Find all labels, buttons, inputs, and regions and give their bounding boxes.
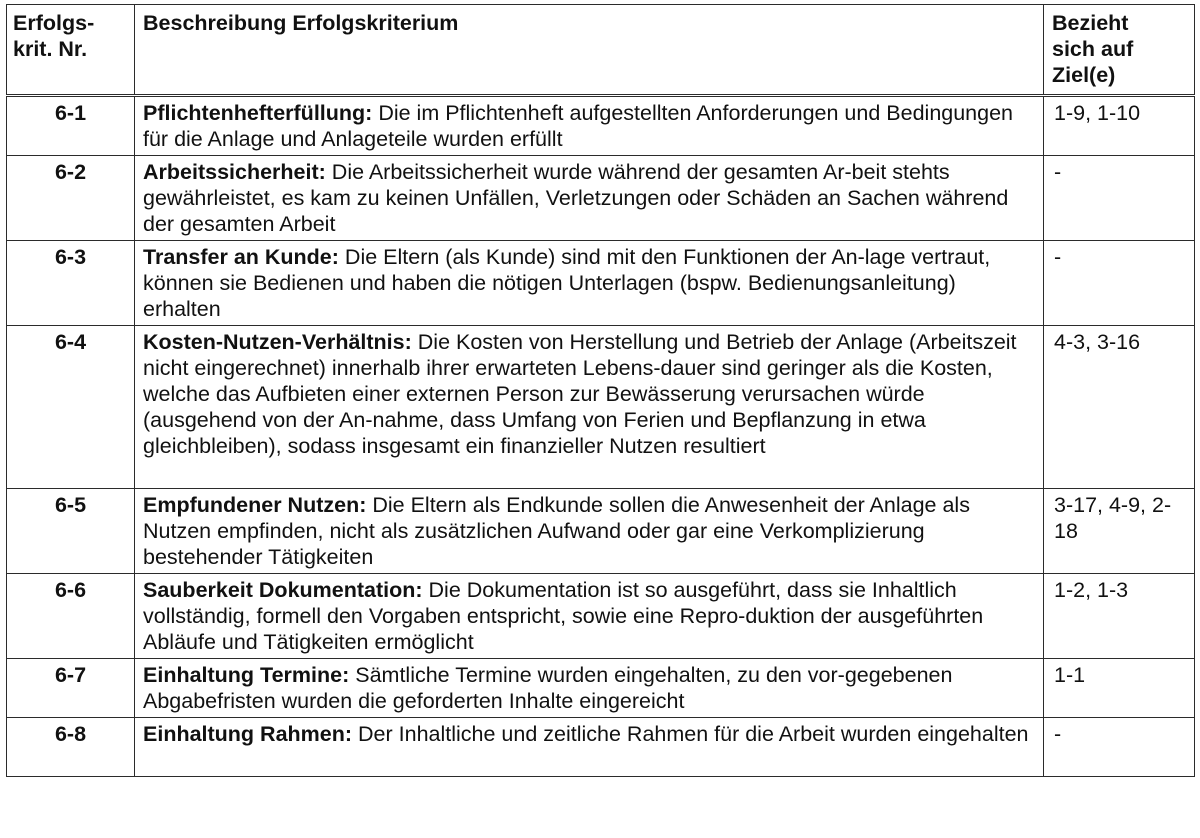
header-ziel-line2: sich auf	[1052, 37, 1134, 61]
table-row	[7, 489, 1195, 574]
criterion-description	[135, 659, 1044, 718]
criterion-description	[135, 241, 1044, 326]
criterion-term: Kosten-Nutzen-Verhältnis:	[143, 330, 412, 354]
criterion-description	[135, 574, 1044, 659]
criterion-goals: -	[1044, 156, 1195, 241]
criterion-number: 6-4	[7, 326, 135, 489]
criterion-number: 6-8	[7, 718, 135, 777]
table-row	[7, 241, 1195, 326]
criterion-description	[135, 718, 1044, 777]
header-ziel-line1: Bezieht	[1052, 11, 1129, 35]
table-header	[7, 5, 1195, 96]
criterion-goals: 1-2, 1-3	[1044, 574, 1195, 659]
criterion-term: Empfundener Nutzen:	[143, 493, 367, 517]
criterion-description	[135, 156, 1044, 241]
header-criterion-number	[7, 5, 135, 96]
header-description: Beschreibung Erfolgskriterium	[135, 5, 1044, 96]
criterion-text: Der Inhaltliche und zeitliche Rahmen für die Arbeit wurden eingehalten	[358, 722, 1029, 746]
criterion-number: 6-6	[7, 574, 135, 659]
header-ziel-line3: Ziel(e)	[1052, 63, 1116, 87]
criterion-term: Arbeitssicherheit:	[143, 160, 326, 184]
table-row	[7, 326, 1195, 489]
criterion-text: Die Arbeitssicherheit wurde während der gesamten Ar-beit stehts gewährleistet, es kam zu keinen Unfällen, Verletzungen oder Schäden an Sachen während der gesamten Arbeit	[143, 160, 1009, 236]
criterion-text: Sämtliche Termine wurden eingehalten, zu den vor-gegebenen Abgabefristen wurden die geforderten Inhalte eingereicht	[143, 663, 953, 713]
table-body	[7, 96, 1195, 777]
criterion-number: 6-3	[7, 241, 135, 326]
criterion-text: Die im Pflichtenheft aufgestellten Anforderungen und Bedingungen für die Anlage und Anlageteile wurden erfüllt	[143, 101, 1014, 151]
criterion-text: Die Eltern als Endkunde sollen die Anwesenheit der Anlage als Nutzen empfinden, nicht als zusätzlichen Aufwand oder gar eine Verkomplizierung bestehender Tätigkeiten	[143, 493, 970, 569]
criterion-term: Einhaltung Termine:	[143, 663, 350, 687]
criterion-goals: 3-17, 4-9, 2-18	[1044, 489, 1195, 574]
criterion-goals: -	[1044, 718, 1195, 777]
criterion-number: 6-2	[7, 156, 135, 241]
criterion-term: Sauberkeit Dokumentation:	[143, 578, 423, 602]
table-row	[7, 96, 1195, 156]
criterion-description	[135, 489, 1044, 574]
success-criteria-table	[6, 4, 1195, 777]
header-nr-line2: krit. Nr.	[13, 37, 88, 61]
criterion-term: Einhaltung Rahmen:	[143, 722, 353, 746]
criterion-term: Pflichtenhefterfüllung:	[143, 101, 373, 125]
criterion-number: 6-1	[7, 96, 135, 156]
criterion-description	[135, 326, 1044, 489]
header-nr-line1: Erfolgs-	[13, 11, 95, 35]
criterion-text: Die Eltern (als Kunde) sind mit den Funktionen der An-lage vertraut, können sie Bedienen und haben die nötigen Unterlagen (bspw. Bedienungsanleitung) erhalten	[143, 245, 991, 321]
criterion-text: Die Kosten von Herstellung und Betrieb der Anlage (Arbeitszeit nicht eingerechnet) innerhalb ihrer erwarteten Lebens-dauer sind geringer als die Kosten, welche das Aufbieten einer externen Person zur Bewässerung verursachen würde (ausgehend von der An-nahme, dass Umfang von Ferien und Bepflanzung in etwa gleichbleiben), sodass insgesamt ein finanzieller Nutzen resultiert	[143, 330, 1017, 458]
criterion-term: Transfer an Kunde:	[143, 245, 339, 269]
criterion-goals: -	[1044, 241, 1195, 326]
header-row	[7, 5, 1195, 96]
criterion-goals: 4-3, 3-16	[1044, 326, 1195, 489]
criterion-number: 6-5	[7, 489, 135, 574]
table-row	[7, 718, 1195, 777]
table-row	[7, 574, 1195, 659]
criterion-text: Die Dokumentation ist so ausgeführt, dass sie Inhaltlich vollständig, formell den Vorgaben entspricht, sowie eine Repro-duktion der ausgeführten Abläufe und Tätigkeiten ermöglicht	[143, 578, 984, 654]
criterion-goals: 1-1	[1044, 659, 1195, 718]
criterion-goals: 1-9, 1-10	[1044, 96, 1195, 156]
criterion-number: 6-7	[7, 659, 135, 718]
table-row	[7, 156, 1195, 241]
header-goal-reference	[1044, 5, 1195, 96]
criterion-description	[135, 96, 1044, 156]
table-row	[7, 659, 1195, 718]
